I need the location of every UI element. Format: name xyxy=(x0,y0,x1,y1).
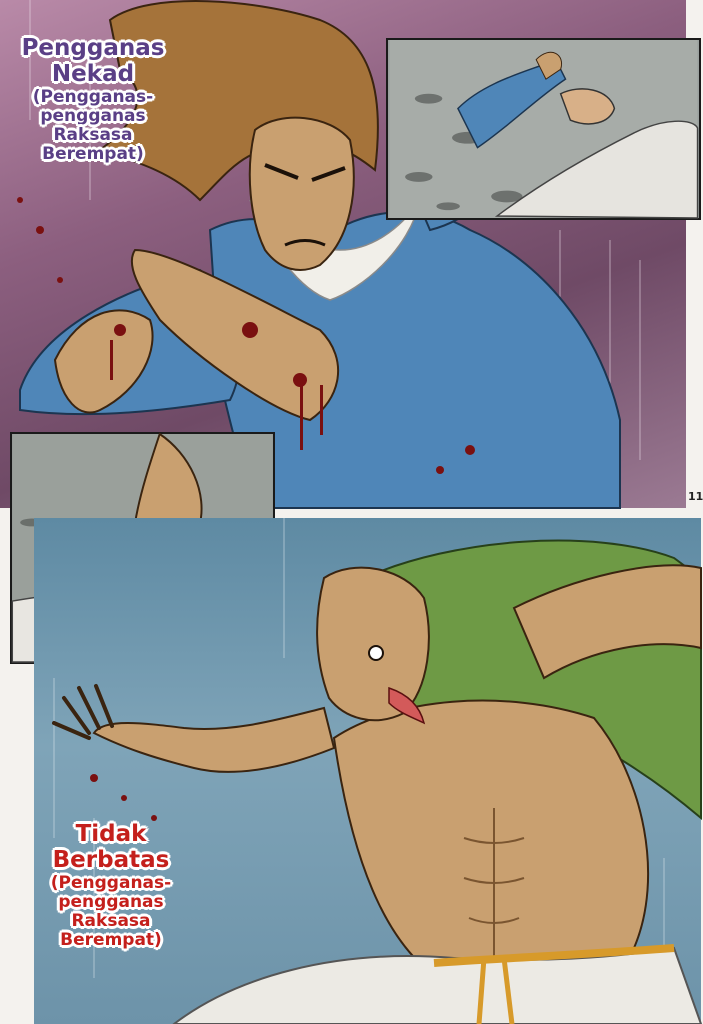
caption-bottom-name-line1: Tidak xyxy=(75,821,147,847)
muscular-torso xyxy=(334,701,648,992)
caption-top-sub-line3: Raksasa xyxy=(53,124,133,145)
caption-top-sub-line4: Berempat) xyxy=(42,143,144,164)
caption-bottom-sub-line1: (Pengganas- xyxy=(50,872,172,893)
caption-tidak-berbatas xyxy=(36,822,186,950)
blood-bottom xyxy=(90,774,157,821)
caption-top-name-line1: Pengganas xyxy=(21,35,165,61)
caption-bottom-sub-line3: Raksasa xyxy=(71,910,151,931)
caption-top-name-line2: Nekad xyxy=(51,60,135,87)
villain-eye xyxy=(369,646,383,660)
claw-arm-left xyxy=(94,708,334,772)
caption-pengganas-nekad xyxy=(18,36,168,164)
caption-top-sub-line2: pengganas xyxy=(40,105,146,126)
caption-bottom-sub-line4: Berempat) xyxy=(60,929,162,950)
inset-top-art xyxy=(388,40,699,218)
villain-head xyxy=(317,568,429,721)
inset-panel-fallen-man xyxy=(386,38,701,220)
caption-top-sub-line1: (Pengganas- xyxy=(32,86,154,107)
caption-bottom-sub-line2: pengganas xyxy=(58,891,164,912)
page-number: 11 xyxy=(688,490,703,503)
caption-bottom-name-line2: Berbatas xyxy=(52,846,170,873)
